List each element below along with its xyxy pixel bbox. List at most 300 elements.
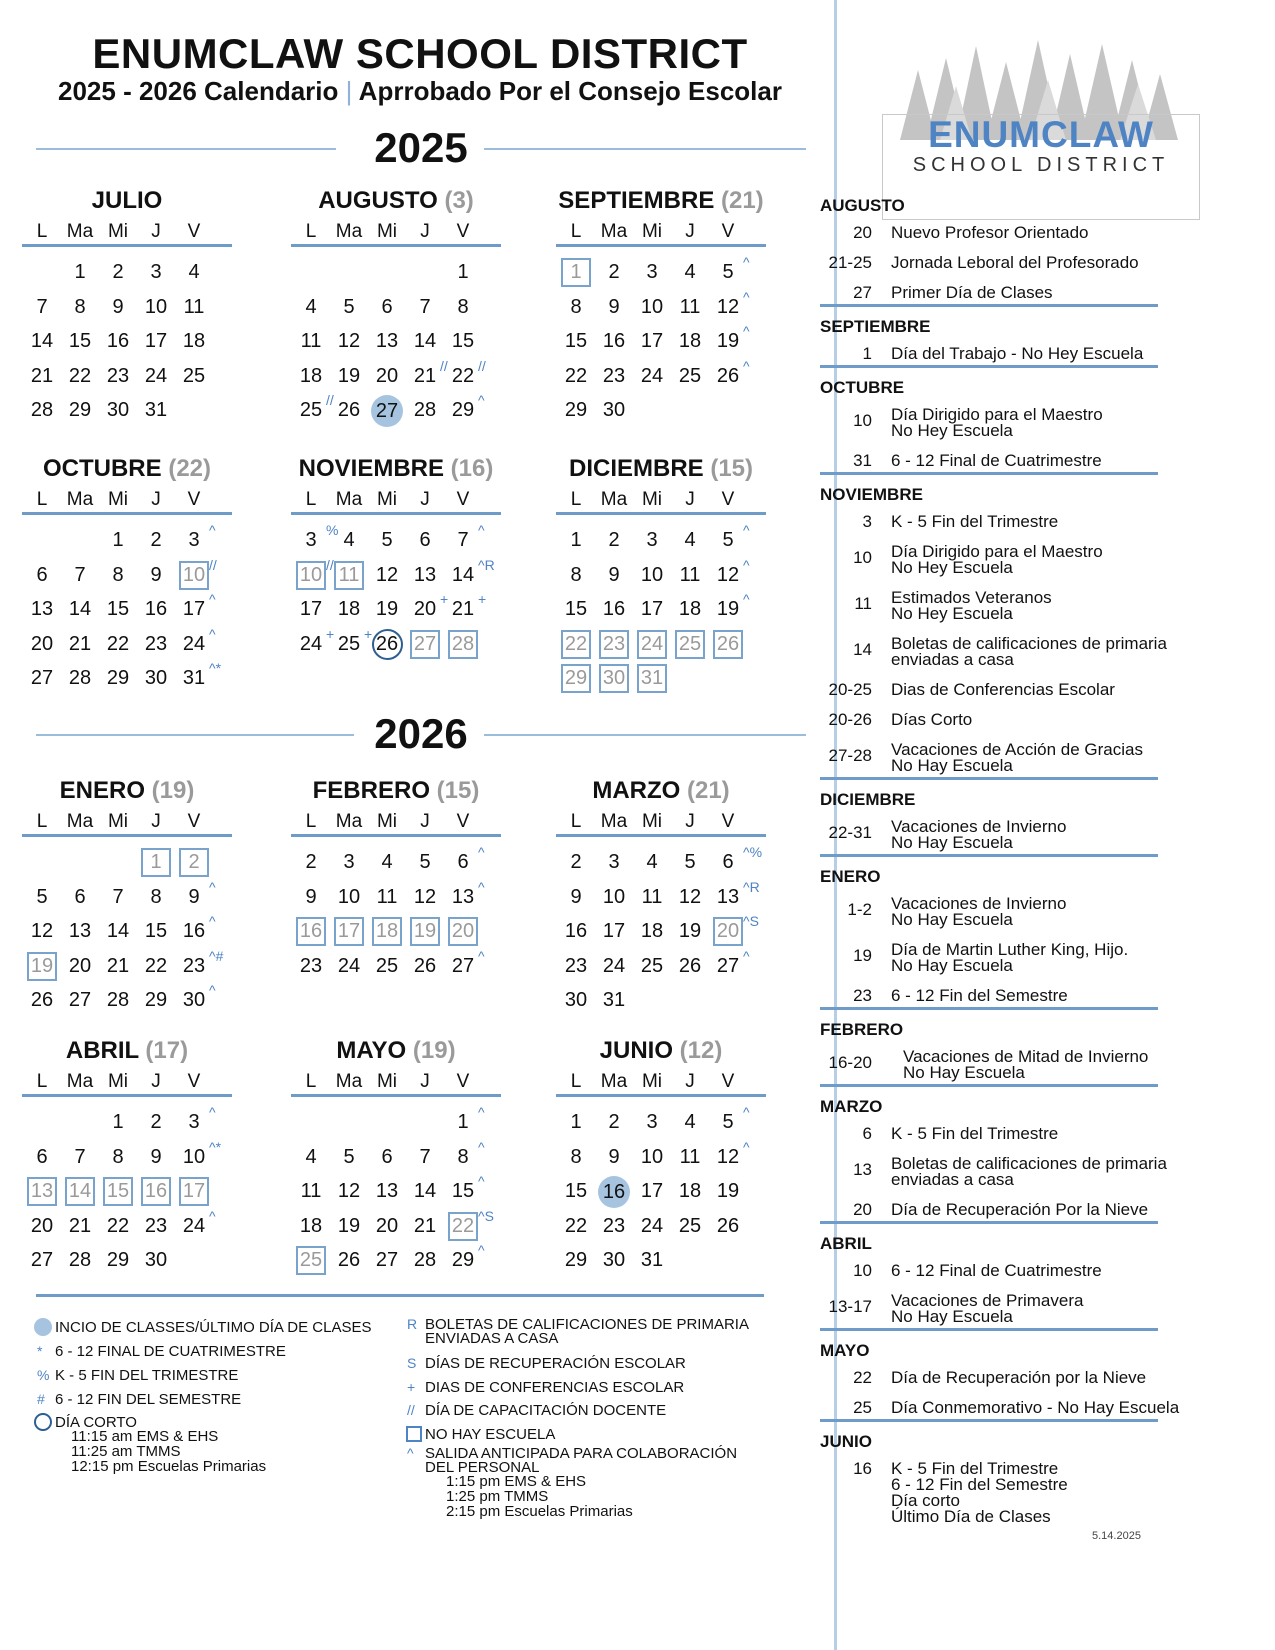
- district-logo: [880, 40, 1202, 180]
- day-number: 2: [112, 261, 124, 283]
- weekday-label: Ma: [335, 811, 363, 832]
- day-number: 30: [602, 399, 626, 421]
- day-number: 1: [141, 848, 171, 877]
- day-number: 17: [144, 330, 168, 352]
- day-number: 27: [410, 630, 440, 659]
- logo-name: ENUMCLAW: [928, 114, 1154, 155]
- event-month-heading: OCTUBRE: [820, 378, 905, 397]
- subtitle-left: 2025 - 2026 Calendario: [58, 76, 339, 106]
- day-number: 26: [337, 399, 361, 421]
- calendar-day: [594, 1107, 634, 1137]
- day-number: 12: [716, 295, 740, 318]
- open-circle-icon: [34, 1413, 52, 1431]
- calendar-day: [670, 1176, 710, 1206]
- calendar-day: [98, 882, 138, 912]
- calendar-day: [136, 594, 176, 624]
- weekday-label: V: [456, 1071, 470, 1092]
- calendar-day: [22, 951, 62, 981]
- calendar-day: [443, 556, 495, 590]
- day-marker: //: [326, 392, 334, 408]
- calendar-day: [367, 326, 407, 356]
- calendar-day: [443, 844, 485, 877]
- calendar-day: [632, 1211, 672, 1241]
- event-date: 11: [854, 594, 872, 613]
- day-number: 17: [640, 598, 664, 620]
- calendar-day: [291, 1245, 331, 1275]
- day-number: 30: [599, 664, 629, 693]
- calendar-day: [670, 916, 710, 946]
- calendar-day: [98, 916, 138, 946]
- calendar-day: [22, 1211, 62, 1241]
- day-number: 29: [451, 1249, 475, 1271]
- month-febrero: [291, 776, 501, 977]
- day-number: 6: [36, 563, 48, 586]
- legend-label: 6 - 12 FIN DEL SEMESTRE: [55, 1391, 242, 1408]
- day-number: 12: [716, 563, 740, 586]
- calendar-day: [708, 913, 759, 946]
- day-number: 7: [419, 295, 431, 318]
- day-number: 28: [413, 1249, 437, 1271]
- year-label: 2026: [358, 710, 483, 757]
- day-number: 27: [716, 954, 740, 977]
- day-number: 16: [144, 598, 168, 620]
- day-number: 3: [305, 529, 317, 551]
- day-number: 16: [598, 1176, 630, 1208]
- month-septiembre: [556, 186, 766, 421]
- month-title: [291, 186, 501, 216]
- day-number: 6: [457, 851, 469, 873]
- event-date: 23: [853, 986, 872, 1005]
- day-number: 4: [188, 261, 200, 283]
- month-name: ENERO: [59, 777, 145, 804]
- day-number: 2: [608, 261, 620, 283]
- calendar-day: [367, 1245, 407, 1275]
- calendar-day: [556, 560, 596, 590]
- event-date: 1: [862, 344, 872, 363]
- day-number: 3: [646, 529, 658, 551]
- day-number: 6: [381, 295, 393, 318]
- month-title: [22, 776, 232, 806]
- day-number: 12: [375, 563, 399, 586]
- day-number: 7: [457, 529, 469, 551]
- school-day-count: (19): [145, 777, 195, 804]
- weekday-header: [556, 487, 766, 515]
- calendar-day: [174, 591, 216, 624]
- calendar-day: [556, 361, 596, 391]
- calendar-day: [443, 522, 485, 555]
- weekday-label: V: [456, 489, 470, 510]
- calendar-day: [22, 326, 62, 356]
- day-number: 25: [678, 364, 702, 387]
- day-number: 16: [106, 330, 130, 352]
- weekday-label: J: [420, 489, 430, 510]
- calendar-day: [708, 522, 750, 555]
- calendar-day: [60, 1142, 100, 1172]
- day-number: 1: [570, 529, 582, 551]
- calendar-day: [708, 878, 760, 912]
- day-number: 19: [716, 330, 740, 352]
- day-number: 26: [716, 364, 740, 387]
- event-date: 27: [853, 283, 872, 302]
- weekday-label: Ma: [600, 489, 628, 510]
- weekday-label: J: [151, 1071, 161, 1092]
- weekday-header: [22, 487, 232, 515]
- month-marzo: [556, 776, 766, 1011]
- weekday-label: Ma: [600, 1071, 628, 1092]
- weekday-label: V: [721, 489, 735, 510]
- calendar-day: [291, 916, 331, 946]
- calendar-day: [98, 985, 138, 1015]
- legend-time: 12:15 pm Escuelas Primarias: [71, 1458, 267, 1475]
- day-number: 10: [179, 561, 209, 590]
- day-number: 2: [608, 1111, 620, 1133]
- calendar-day: [291, 882, 331, 912]
- day-number: 20: [375, 364, 399, 387]
- calendar-day: [60, 1245, 100, 1275]
- event-divider: [820, 1221, 1158, 1224]
- calendar-day: [556, 985, 596, 1015]
- day-number: 13: [413, 563, 437, 586]
- legend-symbol-icon: R: [407, 1316, 418, 1332]
- weekday-label: L: [36, 489, 48, 510]
- calendar-day: [174, 660, 222, 693]
- day-marker: ^S: [478, 1207, 494, 1224]
- day-number: 29: [106, 667, 130, 689]
- calendar-day: [291, 847, 331, 877]
- calendar-day: [443, 629, 483, 659]
- event-description: Vacaciones de Invierno: [891, 817, 1067, 836]
- calendar-day: [98, 1245, 138, 1275]
- event-description: Estimados Veteranos: [891, 588, 1052, 607]
- day-number: 21: [451, 598, 475, 620]
- day-number: 18: [182, 330, 206, 352]
- day-number: 9: [570, 885, 582, 908]
- day-marker: ^%: [743, 844, 763, 860]
- day-number: 28: [448, 630, 478, 659]
- event-date: 10: [853, 1261, 872, 1280]
- calendar-day: [708, 947, 750, 981]
- day-number: 13: [27, 1177, 57, 1206]
- day-number: 14: [413, 330, 437, 352]
- event-description: enviadas a casa: [891, 1170, 1014, 1189]
- day-number: 13: [30, 598, 54, 620]
- event-date: 31: [853, 451, 872, 470]
- calendar-day: [136, 951, 176, 981]
- day-number: 29: [564, 399, 588, 421]
- calendar-day: [632, 560, 672, 590]
- calendar-day: [556, 257, 596, 287]
- calendar-day: [98, 1176, 138, 1206]
- legend-item: [407, 1379, 685, 1396]
- weekday-header: [22, 219, 232, 247]
- day-number: 15: [451, 330, 475, 352]
- calendar-day: [405, 525, 445, 555]
- calendar-day: [291, 326, 331, 356]
- day-number: 25: [182, 364, 206, 387]
- calendar-day: [443, 947, 485, 981]
- calendar-day: [22, 1245, 62, 1275]
- day-number: 1: [112, 529, 124, 551]
- day-number: 10: [640, 1145, 664, 1168]
- day-marker: ^: [743, 357, 750, 374]
- legend-time: 1:15 pm EMS & EHS: [446, 1473, 587, 1490]
- calendar-day: [367, 361, 407, 391]
- legend-label: DÍA DE CAPACITACIÓN DOCENTE: [425, 1402, 667, 1419]
- calendar-day: [632, 1245, 672, 1275]
- weekday-header: [291, 1069, 501, 1097]
- calendar-day: [367, 882, 407, 912]
- day-number: 14: [413, 1180, 437, 1202]
- event-date: 22: [853, 1368, 872, 1387]
- day-number: 13: [716, 885, 740, 908]
- weekday-label: Ma: [66, 489, 94, 510]
- event-description: No Hay Escuela: [891, 1307, 1013, 1326]
- calendar-day: [594, 525, 634, 555]
- event-date: 10: [853, 411, 872, 430]
- calendar-day: [136, 292, 176, 322]
- calendar-day: [594, 847, 634, 877]
- event-divider: [820, 1007, 1158, 1010]
- event-date: 20: [853, 1200, 872, 1219]
- weekday-header: [556, 1069, 766, 1097]
- calendar-day: [708, 629, 748, 659]
- event-description: No Hay Escuela: [891, 756, 1013, 775]
- day-number: 7: [74, 563, 86, 586]
- day-number: 4: [305, 295, 317, 318]
- calendar-day: [60, 292, 100, 322]
- day-number: 5: [343, 1145, 355, 1168]
- day-number: 28: [106, 989, 130, 1011]
- legend-label: DÍA CORTO: [55, 1414, 137, 1431]
- event-description: 6 - 12 Final de Cuatrimestre: [891, 1261, 1102, 1280]
- event-date: 3: [862, 512, 872, 531]
- day-number: 2: [570, 851, 582, 873]
- day-number: 30: [106, 399, 130, 421]
- day-marker: +: [440, 591, 449, 607]
- event-description: Día Dirigido para el Maestro: [891, 542, 1103, 561]
- day-number: 28: [68, 1249, 92, 1271]
- calendar-day: [60, 361, 100, 391]
- month-title: [291, 776, 501, 806]
- legend-label: DÍAS DE RECUPERACIÓN ESCOLAR: [425, 1355, 686, 1372]
- day-number: 4: [305, 1145, 317, 1168]
- school-day-count: (16): [444, 455, 494, 482]
- day-number: 19: [716, 598, 740, 620]
- weekday-label: J: [420, 221, 430, 242]
- day-number: 7: [112, 885, 124, 908]
- calendar-day: [405, 560, 445, 590]
- day-marker: ^: [209, 522, 216, 538]
- calendar-day: [405, 629, 445, 659]
- calendar-day: [443, 1173, 485, 1206]
- day-number: 5: [722, 261, 734, 283]
- day-marker: ^R: [478, 556, 495, 573]
- day-number: 27: [375, 1249, 399, 1271]
- calendar-day: [632, 916, 672, 946]
- event-description: K - 5 Fin del Trimestre: [891, 512, 1059, 531]
- legend-time: 2:15 pm Escuelas Primarias: [446, 1503, 633, 1520]
- calendar-day: [405, 916, 445, 946]
- weekday-label: Mi: [376, 811, 398, 832]
- calendar-day: [594, 560, 634, 590]
- calendar-day: [60, 629, 100, 659]
- day-marker: ^#: [209, 947, 224, 964]
- weekday-label: J: [685, 1071, 695, 1092]
- calendar-day: [98, 629, 138, 659]
- day-number: 21: [413, 1214, 437, 1237]
- day-number: 18: [678, 598, 702, 620]
- calendar-day: [632, 951, 672, 981]
- calendar-day: [291, 1211, 331, 1241]
- day-number: 3: [646, 261, 658, 283]
- day-number: 12: [716, 1145, 740, 1168]
- day-number: 26: [372, 629, 403, 660]
- calendar-day: [443, 878, 485, 912]
- day-number: 11: [679, 295, 701, 318]
- month-noviembre: [291, 454, 501, 655]
- day-number: 21: [68, 1214, 92, 1237]
- day-number: 1: [457, 261, 469, 283]
- weekday-label: Mi: [107, 489, 129, 510]
- day-number: 28: [68, 667, 92, 689]
- day-number: 9: [608, 1145, 620, 1168]
- event-description: 6 - 12 Fin del Semestre: [891, 986, 1068, 1005]
- day-number: 14: [106, 920, 130, 942]
- calendar-day: [98, 1142, 138, 1172]
- day-number: 22: [144, 954, 168, 977]
- day-number: 2: [179, 848, 209, 877]
- legend-symbol-icon: +: [407, 1379, 416, 1395]
- calendar-day: [174, 1207, 216, 1241]
- calendar-day: [60, 326, 100, 356]
- day-number: 19: [337, 1214, 361, 1237]
- day-number: 24: [602, 954, 626, 977]
- day-marker: ^: [743, 947, 750, 964]
- weekday-label: V: [187, 489, 201, 510]
- calendar-day: [594, 395, 634, 425]
- event-date: 16-20: [828, 1053, 872, 1072]
- filled-circle-icon: [34, 1318, 52, 1336]
- day-number: 19: [678, 920, 702, 942]
- calendar-day: [60, 594, 100, 624]
- day-number: 20: [68, 954, 92, 977]
- day-number: 24: [637, 630, 667, 659]
- day-number: 3: [188, 1111, 200, 1133]
- day-number: 3: [150, 261, 162, 283]
- day-marker: ^: [478, 522, 485, 538]
- calendar-day: [594, 951, 634, 981]
- subtitle-separator: |: [345, 76, 353, 106]
- weekday-label: Mi: [641, 811, 663, 832]
- day-marker: ^: [743, 1138, 750, 1155]
- calendar-day: [405, 395, 445, 425]
- calendar-day: [22, 560, 62, 590]
- event-description: Día Dirigido para el Maestro: [891, 405, 1103, 424]
- calendar-day: [556, 1142, 596, 1172]
- legend-label: SALIDA ANTICIPADA PARA COLABORACIÓN: [425, 1445, 738, 1462]
- school-day-count: (21): [680, 777, 730, 804]
- day-marker: ^: [209, 982, 216, 998]
- day-number: 11: [334, 561, 364, 590]
- calendar-day: [174, 982, 216, 1015]
- calendar-day: [98, 257, 138, 287]
- day-marker: ^*: [209, 660, 222, 676]
- day-number: 24: [144, 364, 168, 387]
- event-description: K - 5 Fin del Trimestre: [891, 1124, 1059, 1143]
- calendar-day: [136, 326, 176, 356]
- day-number: 20: [30, 1214, 54, 1237]
- day-number: 24: [640, 364, 664, 387]
- calendar-day: [329, 594, 369, 624]
- event-date: 20-25: [828, 680, 872, 699]
- school-day-count: (17): [138, 1037, 189, 1064]
- event-month-heading: ENERO: [820, 867, 881, 886]
- calendar-day: [329, 1142, 369, 1172]
- legend-item: [407, 1402, 667, 1419]
- month-title: [556, 454, 766, 484]
- calendar-day: [136, 985, 176, 1015]
- day-marker: //: [209, 556, 217, 573]
- calendar-day: [174, 878, 216, 912]
- day-number: 29: [561, 664, 591, 693]
- calendar-day: [60, 1211, 100, 1241]
- calendar-day: [670, 1107, 710, 1137]
- day-number: 12: [413, 885, 437, 908]
- day-number: 31: [182, 667, 206, 689]
- event-divider: [820, 1084, 1158, 1087]
- day-number: 17: [640, 330, 664, 352]
- calendar-day: [594, 361, 634, 391]
- day-number: 5: [381, 529, 393, 551]
- event-divider: [820, 854, 1158, 857]
- calendar-day: [291, 1176, 331, 1206]
- calendar-day: [329, 525, 369, 555]
- calendar-day: [556, 1176, 596, 1206]
- calendar-day: [443, 916, 483, 946]
- legend-item: [37, 1391, 242, 1408]
- calendar-day: [632, 847, 672, 877]
- calendar-day: [174, 361, 214, 391]
- calendar-day: [329, 916, 369, 946]
- weekday-label: L: [305, 1071, 317, 1092]
- calendar-day: [443, 1104, 485, 1137]
- day-number: 17: [299, 598, 323, 620]
- weekday-label: Mi: [107, 1071, 129, 1092]
- day-number: 27: [68, 989, 92, 1011]
- calendar-day: [136, 847, 176, 877]
- event-description: No Hay Escuela: [891, 833, 1013, 852]
- day-number: 17: [182, 598, 206, 620]
- weekday-label: Mi: [376, 221, 398, 242]
- weekday-label: Ma: [600, 221, 628, 242]
- calendar-day: [405, 1176, 445, 1206]
- day-number: 1: [74, 261, 86, 283]
- day-number: 19: [375, 598, 399, 620]
- calendar-day: [632, 292, 672, 322]
- calendar-day: [708, 288, 750, 322]
- day-number: 14: [65, 1177, 95, 1206]
- calendar-day: [136, 257, 176, 287]
- day-number: 17: [602, 920, 626, 942]
- legend-symbol-icon: S: [407, 1355, 417, 1371]
- calendar-day: [22, 1176, 62, 1206]
- calendar-day: [708, 844, 763, 877]
- day-number: 4: [343, 529, 355, 551]
- calendar-day: [60, 663, 100, 693]
- month-title: [556, 1036, 766, 1066]
- day-number: 18: [372, 917, 402, 946]
- school-day-count: (19): [406, 1037, 456, 1064]
